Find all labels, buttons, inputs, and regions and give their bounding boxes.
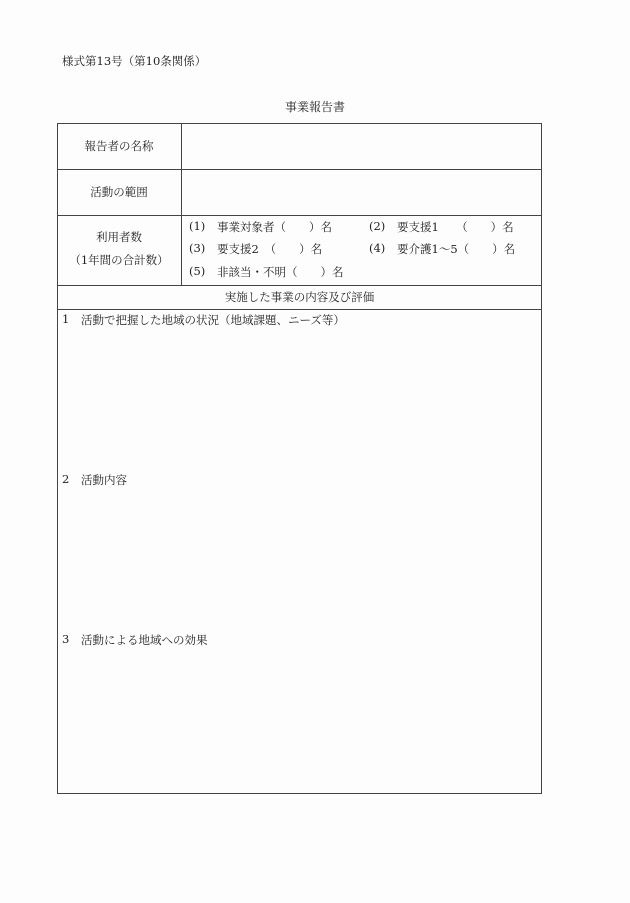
count-not-applicable[interactable]: 非該当・不明（ ）名: [217, 265, 344, 279]
row-divider: [57, 215, 542, 216]
count-num: (1): [189, 219, 206, 233]
count-care-1-5[interactable]: 要介護1～5（ ）名: [397, 242, 516, 256]
form-number: 様式第13号（第10条関係）: [62, 54, 207, 68]
section-activity-content: 活動内容: [81, 473, 127, 487]
reporter-name-label: 報告者の名称: [84, 139, 154, 153]
table-border-top: [57, 123, 542, 124]
evaluation-header: 実施した事業の内容及び評価: [224, 290, 375, 304]
table-border-right: [541, 123, 542, 794]
users-label: 利用者数: [96, 230, 142, 244]
count-num: (2): [369, 219, 386, 233]
count-num: (3): [189, 241, 206, 255]
row-divider: [57, 285, 542, 286]
row-divider: [57, 169, 542, 170]
activity-scope-label: 活動の範囲: [90, 185, 148, 199]
count-support-2[interactable]: 要支援2 （ ）名: [217, 242, 323, 256]
column-divider: [181, 123, 182, 285]
count-support-1[interactable]: 要支援1 （ ）名: [397, 220, 514, 234]
row-divider: [57, 309, 542, 310]
section-num: 2: [62, 472, 70, 486]
activity-scope-field[interactable]: [183, 171, 539, 214]
users-sublabel: （1年間の合計数）: [69, 253, 169, 267]
table-border-bottom: [57, 793, 542, 794]
section-num: 3: [62, 632, 70, 646]
section-area-situation: 活動で把握した地域の状況（地域課題、ニーズ等）: [81, 313, 345, 327]
count-target-persons[interactable]: 事業対象者（ ）名: [217, 220, 332, 234]
document-title: 事業報告書: [284, 100, 345, 114]
count-num: (5): [189, 264, 206, 278]
reporter-name-field[interactable]: [183, 125, 539, 168]
count-num: (4): [369, 241, 386, 255]
table-border-left: [57, 123, 58, 794]
section-num: 1: [62, 312, 70, 326]
section-area-effect: 活動による地域への効果: [81, 633, 208, 647]
